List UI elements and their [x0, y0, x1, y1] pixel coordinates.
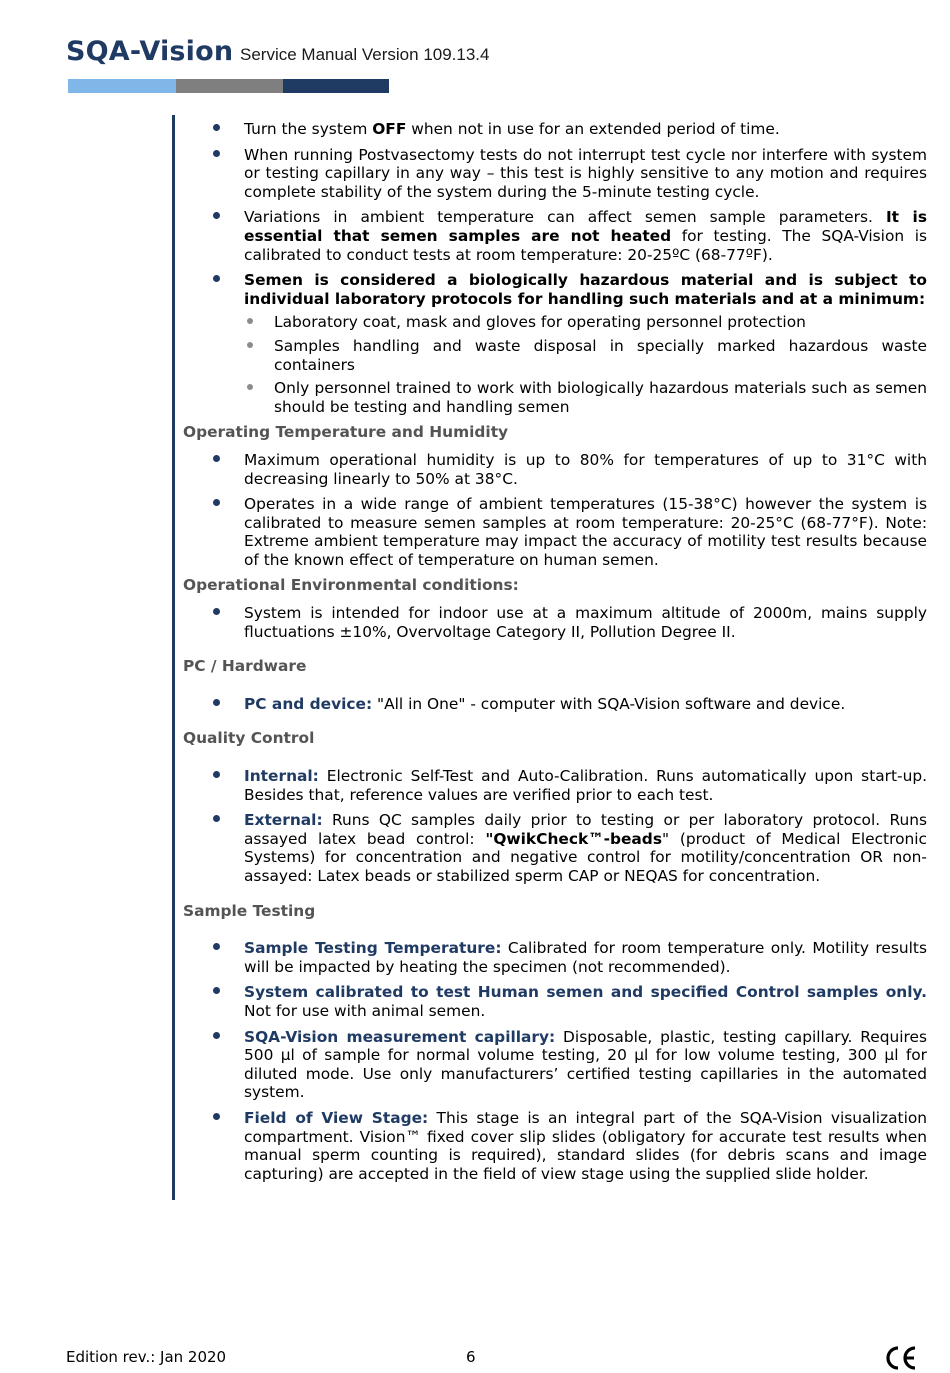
section-heading: Operational Environmental conditions: — [183, 576, 519, 595]
section-heading: Quality Control — [183, 729, 315, 748]
text-bold: OFF — [372, 120, 407, 138]
section-heading: PC / Hardware — [183, 657, 307, 676]
section-heading: Sample Testing — [183, 901, 316, 920]
item-label: System calibrated to test Human semen and specified Control samples only. — [244, 983, 927, 1002]
header-bar-dark — [283, 79, 389, 93]
intro-list — [183, 120, 927, 416]
page-content — [183, 120, 927, 1190]
list-item: When running Postvasectomy tests do not interrupt test cycle nor interfere with system or testing capillary in any way – this test is highly sensitive to any motion and requires complete stability of the system during the 5-minute testing cycle. — [183, 146, 927, 202]
document-subtitle: Service Manual Version 109.13.4 — [240, 45, 490, 64]
text: Turn the system — [244, 120, 373, 138]
list-item: Operates in a wide range of ambient temperatures (15-38°C) however the system is calibrated to measure semen samples at room temperature: 20-25°C (68-77°F). Note: Extreme ambient temperature may impact the accuracy of motility test results because of the known effect of temperature on human semen. — [183, 495, 927, 569]
text-bold: "QwikCheck™-beads — [485, 829, 662, 848]
item-label: External: — [244, 811, 323, 830]
list-item — [183, 1109, 927, 1183]
sub-list-item: Laboratory coat, mask and gloves for operating personnel protection — [244, 313, 927, 332]
text: Runs QC samples daily prior to testing or per laboratory protocol. Runs assayed latex bead control: — [244, 811, 927, 848]
list-item — [183, 695, 927, 714]
sub-list-item: Samples handling and waste disposal in specially marked hazardous waste containers — [244, 337, 927, 374]
list-item — [183, 983, 927, 1020]
header-bar-light — [68, 79, 176, 93]
list-item: System is intended for indoor use at a maximum altitude of 2000m, mains supply fluctuations ±10%, Overvoltage Category II, Pollution Degree II. — [183, 604, 927, 641]
item-label: PC and device: — [244, 694, 373, 713]
list-item — [183, 811, 927, 885]
sub-list — [244, 313, 927, 416]
section-heading: Operating Temperature and Humidity — [183, 423, 509, 442]
logo: SQA-Vision — [66, 36, 234, 67]
text: Not for use with animal semen. — [244, 1001, 486, 1020]
header-bar-gray — [176, 79, 283, 93]
item-label: SQA-Vision measurement capillary: — [244, 1027, 556, 1046]
list — [183, 604, 927, 641]
item-label: Internal: — [244, 767, 319, 786]
text-bold: Semen is considered a biologically hazardous material and is subject to individual laboratory protocols for handling such materials and at a minimum: — [244, 271, 927, 308]
ce-mark-icon — [884, 1345, 918, 1371]
item-label: Field of View Stage: — [244, 1108, 429, 1127]
list — [183, 451, 927, 570]
left-rule — [172, 115, 175, 1200]
text: Disposable, plastic, testing capillary. Requires 500 µl of sample for normal volume testing, 20 µl for low volume testing, 300 µl for diluted mode. Use only manufacturers’ certified testing capillaries in the automated system. — [244, 1027, 928, 1102]
item-label: Sample Testing Temperature: — [244, 939, 502, 958]
list — [183, 767, 927, 886]
list-item — [183, 208, 927, 264]
list — [183, 695, 927, 714]
list-item: Maximum operational humidity is up to 80% for temperatures of up to 31°C with decreasing linearly to 50% at 38°C. — [183, 451, 927, 488]
text: Calibrated for room temperature only. Motility results will be impacted by heating the specimen (not recommended). — [244, 939, 927, 976]
text: " (product of Medical Electronic Systems) for concentration and negative control for motility/concentration OR non-assayed: Latex beads or stabilized sperm CAP or NEQAS for concentration. — [244, 829, 927, 885]
page-number: 6 — [466, 1348, 476, 1366]
list-item — [183, 120, 927, 139]
sub-list-item: Only personnel trained to work with biologically hazardous materials such as semen should be testing and handling semen — [244, 379, 927, 416]
text: when not in use for an extended period of time. — [406, 120, 780, 138]
edition-label: Edition rev.: Jan 2020 — [66, 1348, 227, 1366]
list-item — [183, 271, 927, 416]
text: for testing. The SQA-Vision is calibrated to conduct tests at room temperature: 20-25ºC (68-77ºF). — [244, 226, 927, 264]
text: Variations in ambient temperature can affect semen sample parameters. — [244, 208, 886, 227]
text-bold: It is essential that semen samples are not heated — [244, 208, 927, 245]
list — [183, 939, 927, 1183]
text: Electronic Self-Test and Auto-Calibration. Runs automatically upon start-up. Besides that, reference values are verified prior to each test. — [244, 767, 927, 804]
list-item — [183, 939, 927, 976]
list-item — [183, 1028, 927, 1102]
list-item — [183, 767, 927, 804]
text: This stage is an integral part of the SQA-Vision visualization compartment. Vision™ fixed cover slip slides (obligatory for accurate test results when manual sperm counting is required), standard slides (for debris scans and image capturing) are accepted in the field of view stage using the supplied slide holder. — [244, 1108, 928, 1183]
text: "All in One" - computer with SQA-Vision software and device. — [372, 694, 846, 713]
